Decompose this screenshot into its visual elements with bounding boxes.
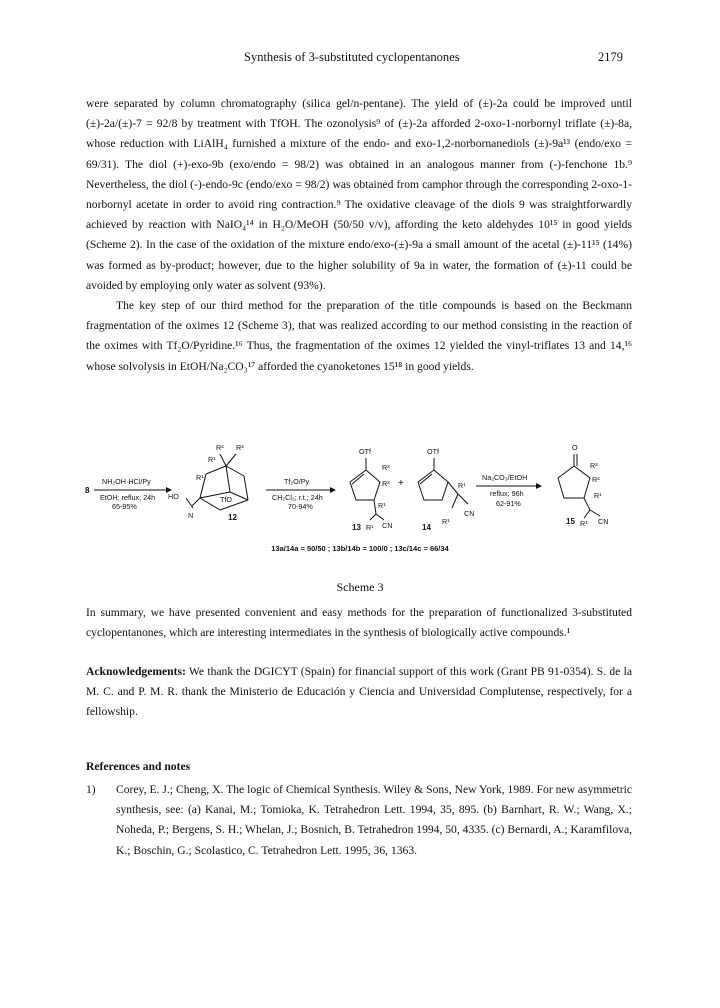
step1-reagent: NH₂OH·HCl/Py <box>102 477 151 486</box>
page-header <box>0 50 720 70</box>
triflate13-CN-label: CN <box>382 521 393 530</box>
triflate13-OTf-label: OTf <box>359 447 371 456</box>
reference-number: 1) <box>86 783 96 796</box>
scheme-drawing <box>80 436 640 586</box>
triflate14-CN-label: CN <box>464 509 475 518</box>
triflate13-R1b-label: R¹ <box>366 523 374 532</box>
product-O-label: O <box>572 443 578 452</box>
step1-conditions: EtOH; reflux; 24h <box>100 493 156 502</box>
step2-reagent: Tf₂O/Py <box>284 477 310 486</box>
step2-yield: 70-94% <box>288 502 313 511</box>
vinyl-triflate-13-structure <box>350 458 384 520</box>
running-title: Synthesis of 3-substituted cyclopentanones <box>244 50 460 64</box>
reference-text: Corey, E. J.; Cheng, X. The logic of Chemical Synthesis. Wiley & Sons, New York, 1989. For new asymmetric synthesis, see: (a) Kanai, M.; Tomioka, K. Tetrahedron Lett. 1994, 35, 895. (b) Barnhart, R. W.; Wang, X.; Noheda, P.; Bergens, S. H.; Whelan, J.; Bosnich, B. Tetrahedron 1994, 50, 4335. (c) Bernardi, A.; Karamfilova, K.; Boschin, G.; Scolastico, C. Tetrahedron Lett. 1995, 36, 1363. <box>116 783 632 857</box>
triflate14-R1-label: R¹ <box>458 481 466 490</box>
product-ratios: 13a/14a = 50/50 ; 13b/14b = 100/0 ; 13c/14c = 66/34 <box>271 544 449 553</box>
oxime-12-structure <box>186 454 248 510</box>
plus-sign: + <box>398 478 404 489</box>
triflate13-R1-label: R¹ <box>378 501 386 510</box>
arrowhead-3 <box>536 483 542 489</box>
arrowhead-2 <box>330 487 336 493</box>
triflate13-R2b-label: R² <box>382 479 390 488</box>
product-R1b-label: R¹ <box>580 519 588 528</box>
compound-13-label: 13 <box>352 523 361 532</box>
acknowledgements-label: Acknowledgements: <box>86 665 186 678</box>
step3-conditions: reflux; 96h <box>490 489 524 498</box>
step3-reagent: Na₂CO₃/EtOH <box>482 473 528 482</box>
step3-yield: 62-91% <box>496 499 521 508</box>
oxime-R2a-label: R² <box>216 443 224 452</box>
oxime-R1b-label: R¹ <box>196 473 204 482</box>
triflate14-R1b-label: R¹ <box>442 517 450 526</box>
acknowledgements <box>86 662 632 723</box>
product-CN-label: CN <box>598 517 609 526</box>
paragraph: were separated by column chromatography (silica gel/n-pentane). The yield of (±)-2a could be improved until (±)-2a/(±)-7 = 92/8 by treatment with TfOH. The ozonolysis⁹ of (±)-2a afforded 2-oxo-1-norbornyl triflate (±)-8a, whose reduction with LiAlH₄ furnished a mixture of the endo- and exo-1,2-norbornanediols (±)-9a¹³ (endo/exo = 69/31). The diol (+)-exo-9b (exo/endo = 98/2) was obtained in an analogous manner from (-)-fenchone 1b.⁹ Nevertheless, the diol (-)-endo-9c (endo/exo = 98/2) was obtained from camphor through the corresponding 2-oxo-1-norbornyl acetate in order to avoid ring contraction.⁹ The oxidative cleavage of the diols 9 was straightforwardly achieved by reaction with NaIO₄¹⁴ in H₂O/MeOH (50/50 v/v), affording the keto aldehydes 10¹⁵ in good yields (Scheme 2). In the case of the oxidation of the mixture endo/exo-(±)-9a a small amount of the acetal (±)-11¹⁵ (14%) was formed as by-product; however, due to the higher solubility of 9a in water, the formation of (±)-11 could be avoided by employing only water as solvent (93%). <box>86 97 632 292</box>
compound-15-label: 15 <box>566 517 575 526</box>
triflate13-R2-label: R² <box>382 463 390 472</box>
scheme-caption: Scheme 3 <box>336 580 384 594</box>
body-text <box>86 94 632 377</box>
references-heading: References and notes <box>86 760 191 773</box>
step1-yield: 65-95% <box>112 502 137 511</box>
oxime-TfO-label: TfO <box>220 495 232 504</box>
paragraph: The key step of our third method for the preparation of the title compounds is based on the Beckmann fragmentation of the oximes 12 (Scheme 3), that was realized according to our method consisting in the reaction of the oximes with Tf₂O/Pyridine.¹⁶ Thus, the fragmentation of the oximes 12 yielded the vinyl-triflates 13 and 14,¹⁶ whose solvolysis in EtOH/Na₂CO₃¹⁷ afforded the cyanoketones 15¹⁸ in good yields. <box>86 299 632 373</box>
step2-conditions: CH₂Cl₂; r.t.; 24h <box>272 493 323 502</box>
compound-8-label: 8 <box>85 486 90 495</box>
product-R2-label: R² <box>590 461 598 470</box>
compound-14-label: 14 <box>422 523 431 532</box>
summary-paragraph: In summary, we have presented convenient and easy methods for the preparation of functionalized 3-substituted cyclopentanones, which are interesting intermediates in the synthesis of biologically active compounds.¹ <box>86 606 632 640</box>
product-R2b-label: R² <box>592 475 600 484</box>
oxime-R1-label: R¹ <box>208 455 216 464</box>
product-R1-label: R¹ <box>594 491 602 500</box>
reaction-scheme <box>80 436 640 586</box>
compound-12-label: 12 <box>228 513 237 522</box>
page-number: 2179 <box>598 50 623 64</box>
triflate14-OTf-label: OTf <box>427 447 439 456</box>
acknowledgements-text: We thank the DGICYT (Spain) for financial support of this work (Grant PB 91-0354). S. de la M. C. and P. M. R. thank the Ministerio de Educación y Ciencia and Universidad Complutense, respectively, for a fellowship. <box>86 665 632 719</box>
oxime-R2b-label: R² <box>236 443 244 452</box>
oxime-HO-label: HO <box>168 492 179 501</box>
oxime-N-label: N <box>188 511 194 520</box>
